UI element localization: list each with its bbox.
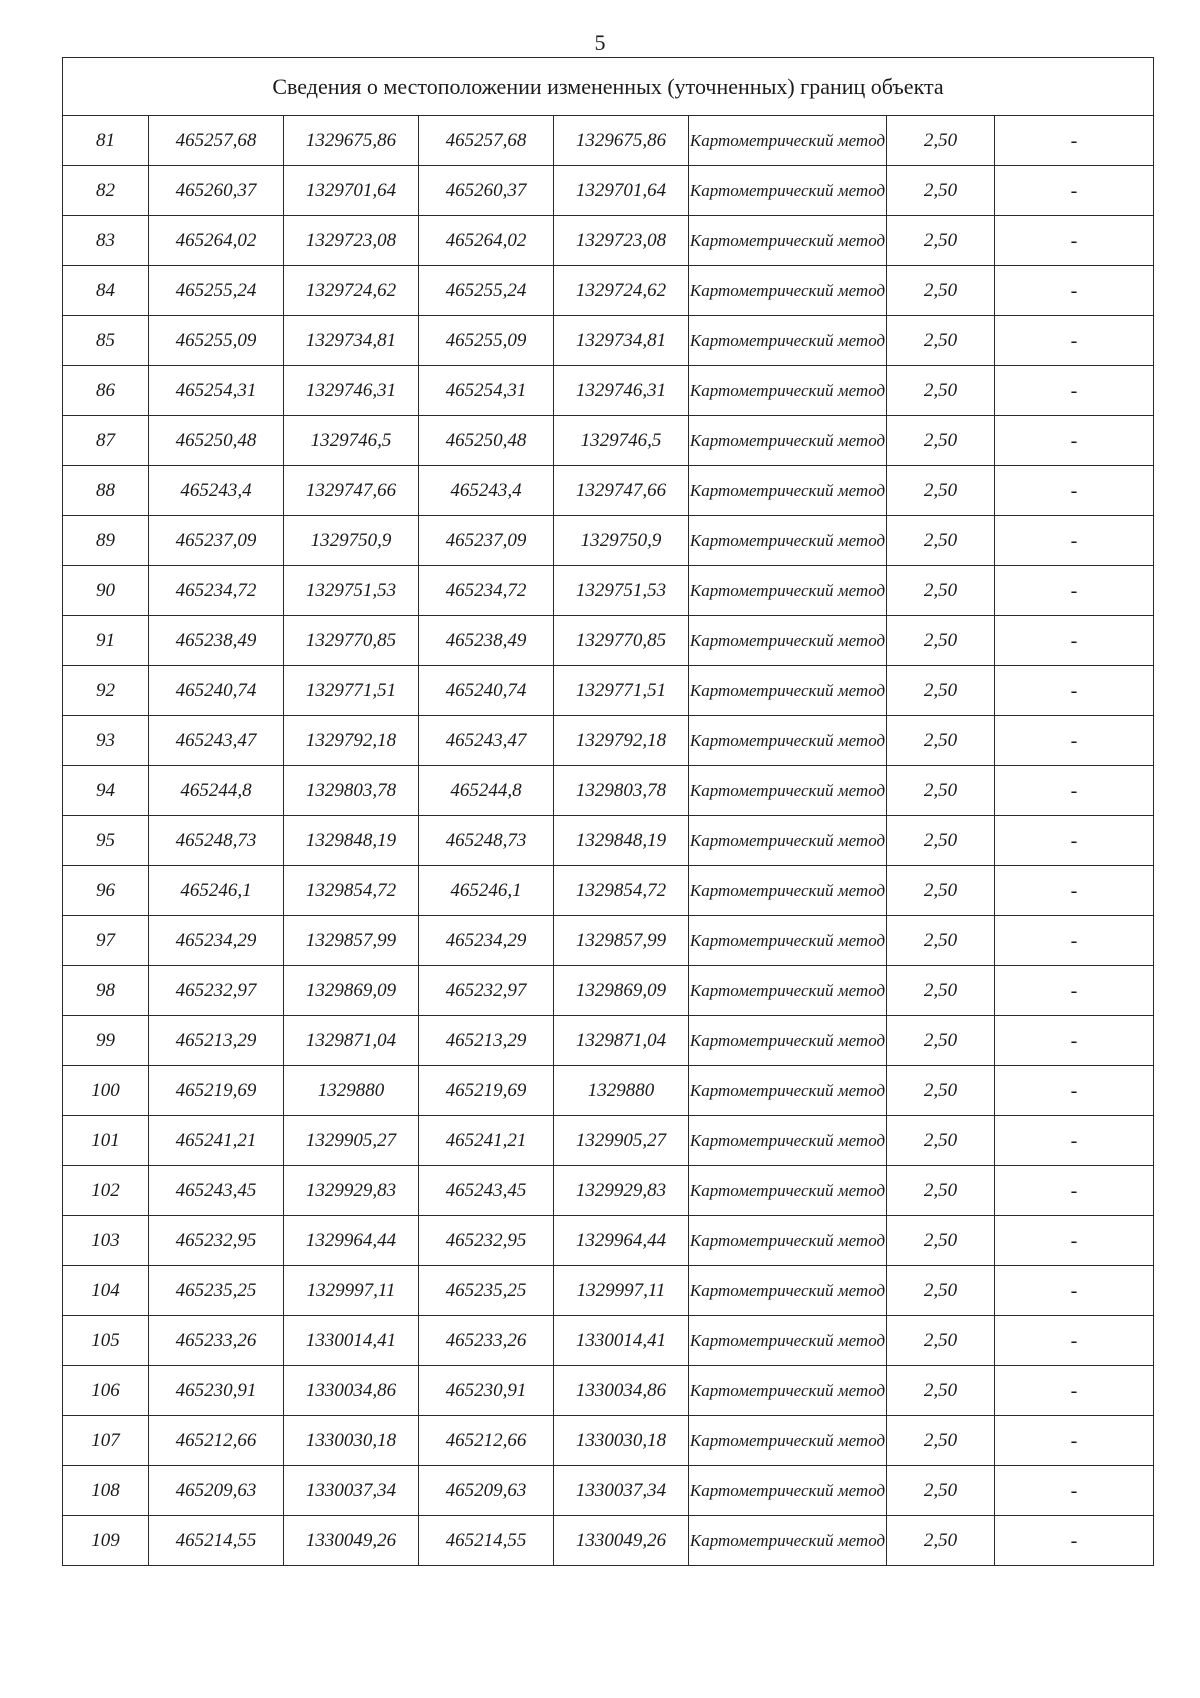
note-cell: -	[995, 916, 1154, 966]
table-row	[63, 466, 1154, 516]
point-number-cell: 108	[63, 1466, 149, 1516]
existing-y-cell: 1329746,31	[284, 366, 419, 416]
refined-x-cell: 465234,29	[419, 916, 554, 966]
refined-y-cell: 1329771,51	[554, 666, 689, 716]
refined-y-cell: 1330030,18	[554, 1416, 689, 1466]
accuracy-cell: 2,50	[887, 466, 995, 516]
point-number-cell: 92	[63, 666, 149, 716]
note-cell: -	[995, 166, 1154, 216]
refined-x-cell: 465230,91	[419, 1366, 554, 1416]
existing-x-cell: 465240,74	[149, 666, 284, 716]
table-row	[63, 1466, 1154, 1516]
refined-y-cell: 1329857,99	[554, 916, 689, 966]
refined-y-cell: 1329869,09	[554, 966, 689, 1016]
existing-x-cell: 465255,24	[149, 266, 284, 316]
refined-y-cell: 1329675,86	[554, 116, 689, 166]
point-number-cell: 87	[63, 416, 149, 466]
method-cell: Картометрический метод	[689, 1116, 887, 1166]
point-number-cell: 97	[63, 916, 149, 966]
accuracy-cell: 2,50	[887, 766, 995, 816]
point-number-cell: 102	[63, 1166, 149, 1216]
refined-y-cell: 1329734,81	[554, 316, 689, 366]
existing-x-cell: 465246,1	[149, 866, 284, 916]
point-number-cell: 84	[63, 266, 149, 316]
existing-y-cell: 1329751,53	[284, 566, 419, 616]
table-row	[63, 866, 1154, 916]
refined-x-cell: 465234,72	[419, 566, 554, 616]
existing-x-cell: 465255,09	[149, 316, 284, 366]
note-cell: -	[995, 716, 1154, 766]
point-number-cell: 83	[63, 216, 149, 266]
existing-y-cell: 1329734,81	[284, 316, 419, 366]
refined-x-cell: 465248,73	[419, 816, 554, 866]
existing-y-cell: 1329770,85	[284, 616, 419, 666]
refined-y-cell: 1330014,41	[554, 1316, 689, 1366]
accuracy-cell: 2,50	[887, 916, 995, 966]
accuracy-cell: 2,50	[887, 1266, 995, 1316]
note-cell: -	[995, 466, 1154, 516]
note-cell: -	[995, 516, 1154, 566]
method-cell: Картометрический метод	[689, 1166, 887, 1216]
existing-x-cell: 465232,95	[149, 1216, 284, 1266]
note-cell: -	[995, 1166, 1154, 1216]
page-number: 5	[594, 30, 606, 55]
refined-x-cell: 465244,8	[419, 766, 554, 816]
point-number-cell: 109	[63, 1516, 149, 1566]
point-number-cell: 93	[63, 716, 149, 766]
existing-y-cell: 1329701,64	[284, 166, 419, 216]
point-number-cell: 89	[63, 516, 149, 566]
point-number-cell: 105	[63, 1316, 149, 1366]
method-cell: Картометрический метод	[689, 216, 887, 266]
refined-x-cell: 465232,95	[419, 1216, 554, 1266]
refined-y-cell: 1329701,64	[554, 166, 689, 216]
existing-x-cell: 465243,45	[149, 1166, 284, 1216]
method-cell: Картометрический метод	[689, 1316, 887, 1366]
note-cell: -	[995, 1516, 1154, 1566]
existing-y-cell: 1329675,86	[284, 116, 419, 166]
accuracy-cell: 2,50	[887, 1066, 995, 1116]
refined-y-cell: 1329854,72	[554, 866, 689, 916]
existing-y-cell: 1329803,78	[284, 766, 419, 816]
existing-x-cell: 465219,69	[149, 1066, 284, 1116]
note-cell: -	[995, 116, 1154, 166]
note-cell: -	[995, 816, 1154, 866]
point-number-cell: 96	[63, 866, 149, 916]
existing-x-cell: 465238,49	[149, 616, 284, 666]
existing-y-cell: 1329848,19	[284, 816, 419, 866]
refined-x-cell: 465255,24	[419, 266, 554, 316]
point-number-cell: 91	[63, 616, 149, 666]
existing-x-cell: 465235,25	[149, 1266, 284, 1316]
accuracy-cell: 2,50	[887, 166, 995, 216]
method-cell: Картометрический метод	[689, 416, 887, 466]
existing-y-cell: 1329871,04	[284, 1016, 419, 1066]
point-number-cell: 106	[63, 1366, 149, 1416]
method-cell: Картометрический метод	[689, 1516, 887, 1566]
accuracy-cell: 2,50	[887, 966, 995, 1016]
accuracy-cell: 2,50	[887, 366, 995, 416]
existing-x-cell: 465230,91	[149, 1366, 284, 1416]
table-row	[63, 166, 1154, 216]
table-row	[63, 1366, 1154, 1416]
table-row	[63, 816, 1154, 866]
refined-x-cell: 465219,69	[419, 1066, 554, 1116]
existing-x-cell: 465212,66	[149, 1416, 284, 1466]
existing-y-cell: 1329746,5	[284, 416, 419, 466]
accuracy-cell: 2,50	[887, 1166, 995, 1216]
note-cell: -	[995, 266, 1154, 316]
table-row	[63, 216, 1154, 266]
method-cell: Картометрический метод	[689, 566, 887, 616]
method-cell: Картометрический метод	[689, 166, 887, 216]
existing-x-cell: 465243,4	[149, 466, 284, 516]
refined-x-cell: 465212,66	[419, 1416, 554, 1466]
existing-y-cell: 1329771,51	[284, 666, 419, 716]
point-number-cell: 88	[63, 466, 149, 516]
note-cell: -	[995, 766, 1154, 816]
existing-y-cell: 1329905,27	[284, 1116, 419, 1166]
accuracy-cell: 2,50	[887, 416, 995, 466]
accuracy-cell: 2,50	[887, 1216, 995, 1266]
refined-x-cell: 465243,47	[419, 716, 554, 766]
point-number-cell: 98	[63, 966, 149, 1016]
table-row	[63, 716, 1154, 766]
existing-x-cell: 465254,31	[149, 366, 284, 416]
refined-y-cell: 1329871,04	[554, 1016, 689, 1066]
existing-y-cell: 1329964,44	[284, 1216, 419, 1266]
point-number-cell: 100	[63, 1066, 149, 1116]
note-cell: -	[995, 1366, 1154, 1416]
existing-y-cell: 1329857,99	[284, 916, 419, 966]
existing-y-cell: 1330014,41	[284, 1316, 419, 1366]
note-cell: -	[995, 666, 1154, 716]
existing-x-cell: 465250,48	[149, 416, 284, 466]
method-cell: Картометрический метод	[689, 316, 887, 366]
refined-y-cell: 1329929,83	[554, 1166, 689, 1216]
refined-x-cell: 465243,4	[419, 466, 554, 516]
point-number-cell: 81	[63, 116, 149, 166]
refined-x-cell: 465246,1	[419, 866, 554, 916]
existing-y-cell: 1330030,18	[284, 1416, 419, 1466]
existing-x-cell: 465241,21	[149, 1116, 284, 1166]
existing-x-cell: 465234,72	[149, 566, 284, 616]
table-row	[63, 1016, 1154, 1066]
table-row	[63, 266, 1154, 316]
method-cell: Картометрический метод	[689, 666, 887, 716]
note-cell: -	[995, 1016, 1154, 1066]
note-cell: -	[995, 566, 1154, 616]
method-cell: Картометрический метод	[689, 866, 887, 916]
method-cell: Картометрический метод	[689, 466, 887, 516]
point-number-cell: 104	[63, 1266, 149, 1316]
existing-y-cell: 1330049,26	[284, 1516, 419, 1566]
refined-y-cell: 1329724,62	[554, 266, 689, 316]
point-number-cell: 95	[63, 816, 149, 866]
refined-y-cell: 1329723,08	[554, 216, 689, 266]
note-cell: -	[995, 616, 1154, 666]
table-row	[63, 566, 1154, 616]
existing-x-cell: 465214,55	[149, 1516, 284, 1566]
refined-y-cell: 1330037,34	[554, 1466, 689, 1516]
method-cell: Картометрический метод	[689, 266, 887, 316]
table-row	[63, 516, 1154, 566]
existing-y-cell: 1329723,08	[284, 216, 419, 266]
method-cell: Картометрический метод	[689, 766, 887, 816]
refined-x-cell: 465235,25	[419, 1266, 554, 1316]
refined-y-cell: 1329803,78	[554, 766, 689, 816]
table-row	[63, 666, 1154, 716]
method-cell: Картометрический метод	[689, 366, 887, 416]
refined-x-cell: 465233,26	[419, 1316, 554, 1366]
refined-y-cell: 1330034,86	[554, 1366, 689, 1416]
point-number-cell: 82	[63, 166, 149, 216]
refined-y-cell: 1329751,53	[554, 566, 689, 616]
note-cell: -	[995, 316, 1154, 366]
accuracy-cell: 2,50	[887, 516, 995, 566]
coordinates-table	[62, 57, 1154, 1566]
refined-x-cell: 465209,63	[419, 1466, 554, 1516]
refined-x-cell: 465264,02	[419, 216, 554, 266]
method-cell: Картометрический метод	[689, 966, 887, 1016]
refined-y-cell: 1329997,11	[554, 1266, 689, 1316]
accuracy-cell: 2,50	[887, 266, 995, 316]
refined-y-cell: 1329792,18	[554, 716, 689, 766]
method-cell: Картометрический метод	[689, 1016, 887, 1066]
table-row	[63, 966, 1154, 1016]
table-row	[63, 116, 1154, 166]
refined-y-cell: 1329905,27	[554, 1116, 689, 1166]
refined-y-cell: 1330049,26	[554, 1516, 689, 1566]
refined-x-cell: 465237,09	[419, 516, 554, 566]
table-row	[63, 1166, 1154, 1216]
method-cell: Картометрический метод	[689, 916, 887, 966]
accuracy-cell: 2,50	[887, 716, 995, 766]
existing-x-cell: 465213,29	[149, 1016, 284, 1066]
refined-y-cell: 1329770,85	[554, 616, 689, 666]
point-number-cell: 101	[63, 1116, 149, 1166]
point-number-cell: 103	[63, 1216, 149, 1266]
refined-y-cell: 1329747,66	[554, 466, 689, 516]
note-cell: -	[995, 1066, 1154, 1116]
accuracy-cell: 2,50	[887, 1366, 995, 1416]
accuracy-cell: 2,50	[887, 566, 995, 616]
table-row	[63, 766, 1154, 816]
existing-x-cell: 465257,68	[149, 116, 284, 166]
existing-y-cell: 1329929,83	[284, 1166, 419, 1216]
existing-x-cell: 465237,09	[149, 516, 284, 566]
existing-x-cell: 465244,8	[149, 766, 284, 816]
table-row	[63, 416, 1154, 466]
existing-x-cell: 465248,73	[149, 816, 284, 866]
note-cell: -	[995, 216, 1154, 266]
note-cell: -	[995, 1466, 1154, 1516]
existing-y-cell: 1329747,66	[284, 466, 419, 516]
existing-y-cell: 1329997,11	[284, 1266, 419, 1316]
method-cell: Картометрический метод	[689, 1216, 887, 1266]
existing-x-cell: 465234,29	[149, 916, 284, 966]
existing-x-cell: 465264,02	[149, 216, 284, 266]
method-cell: Картометрический метод	[689, 616, 887, 666]
method-cell: Картометрический метод	[689, 1366, 887, 1416]
method-cell: Картометрический метод	[689, 816, 887, 866]
refined-y-cell: 1329746,5	[554, 416, 689, 466]
accuracy-cell: 2,50	[887, 666, 995, 716]
table-row	[63, 1266, 1154, 1316]
refined-x-cell: 465213,29	[419, 1016, 554, 1066]
accuracy-cell: 2,50	[887, 1116, 995, 1166]
existing-x-cell: 465260,37	[149, 166, 284, 216]
accuracy-cell: 2,50	[887, 316, 995, 366]
table-row	[63, 916, 1154, 966]
accuracy-cell: 2,50	[887, 1316, 995, 1366]
accuracy-cell: 2,50	[887, 1016, 995, 1066]
table-title: Сведения о местоположении измененных (уточненных) границ объекта	[63, 58, 1154, 116]
refined-x-cell: 465257,68	[419, 116, 554, 166]
note-cell: -	[995, 1216, 1154, 1266]
refined-y-cell: 1329746,31	[554, 366, 689, 416]
existing-y-cell: 1329724,62	[284, 266, 419, 316]
note-cell: -	[995, 1116, 1154, 1166]
table-row	[63, 616, 1154, 666]
accuracy-cell: 2,50	[887, 816, 995, 866]
existing-y-cell: 1329750,9	[284, 516, 419, 566]
table-row	[63, 1516, 1154, 1566]
refined-x-cell: 465255,09	[419, 316, 554, 366]
point-number-cell: 94	[63, 766, 149, 816]
refined-x-cell: 465240,74	[419, 666, 554, 716]
table-title-row	[63, 58, 1154, 116]
point-number-cell: 90	[63, 566, 149, 616]
table-row	[63, 1066, 1154, 1116]
existing-y-cell: 1329854,72	[284, 866, 419, 916]
existing-y-cell: 1330034,86	[284, 1366, 419, 1416]
table-row	[63, 366, 1154, 416]
existing-x-cell: 465233,26	[149, 1316, 284, 1366]
refined-x-cell: 465214,55	[419, 1516, 554, 1566]
note-cell: -	[995, 1266, 1154, 1316]
method-cell: Картометрический метод	[689, 1416, 887, 1466]
existing-y-cell: 1329869,09	[284, 966, 419, 1016]
refined-y-cell: 1329964,44	[554, 1216, 689, 1266]
method-cell: Картометрический метод	[689, 1466, 887, 1516]
method-cell: Картометрический метод	[689, 1266, 887, 1316]
refined-y-cell: 1329880	[554, 1066, 689, 1116]
existing-y-cell: 1330037,34	[284, 1466, 419, 1516]
refined-x-cell: 465254,31	[419, 366, 554, 416]
existing-x-cell: 465232,97	[149, 966, 284, 1016]
accuracy-cell: 2,50	[887, 866, 995, 916]
note-cell: -	[995, 866, 1154, 916]
accuracy-cell: 2,50	[887, 116, 995, 166]
existing-y-cell: 1329792,18	[284, 716, 419, 766]
accuracy-cell: 2,50	[887, 1416, 995, 1466]
refined-y-cell: 1329750,9	[554, 516, 689, 566]
note-cell: -	[995, 1416, 1154, 1466]
existing-y-cell: 1329880	[284, 1066, 419, 1116]
refined-x-cell: 465232,97	[419, 966, 554, 1016]
point-number-cell: 107	[63, 1416, 149, 1466]
accuracy-cell: 2,50	[887, 1466, 995, 1516]
point-number-cell: 99	[63, 1016, 149, 1066]
accuracy-cell: 2,50	[887, 216, 995, 266]
point-number-cell: 85	[63, 316, 149, 366]
table-row	[63, 1416, 1154, 1466]
refined-x-cell: 465250,48	[419, 416, 554, 466]
method-cell: Картометрический метод	[689, 716, 887, 766]
table-row	[63, 316, 1154, 366]
refined-y-cell: 1329848,19	[554, 816, 689, 866]
method-cell: Картометрический метод	[689, 516, 887, 566]
refined-x-cell: 465241,21	[419, 1116, 554, 1166]
note-cell: -	[995, 416, 1154, 466]
refined-x-cell: 465243,45	[419, 1166, 554, 1216]
accuracy-cell: 2,50	[887, 1516, 995, 1566]
table-body	[63, 116, 1154, 1566]
refined-x-cell: 465260,37	[419, 166, 554, 216]
note-cell: -	[995, 966, 1154, 1016]
note-cell: -	[995, 366, 1154, 416]
existing-x-cell: 465209,63	[149, 1466, 284, 1516]
method-cell: Картометрический метод	[689, 116, 887, 166]
existing-x-cell: 465243,47	[149, 716, 284, 766]
note-cell: -	[995, 1316, 1154, 1366]
point-number-cell: 86	[63, 366, 149, 416]
method-cell: Картометрический метод	[689, 1066, 887, 1116]
accuracy-cell: 2,50	[887, 616, 995, 666]
table-row	[63, 1316, 1154, 1366]
refined-x-cell: 465238,49	[419, 616, 554, 666]
table-row	[63, 1216, 1154, 1266]
table-row	[63, 1116, 1154, 1166]
